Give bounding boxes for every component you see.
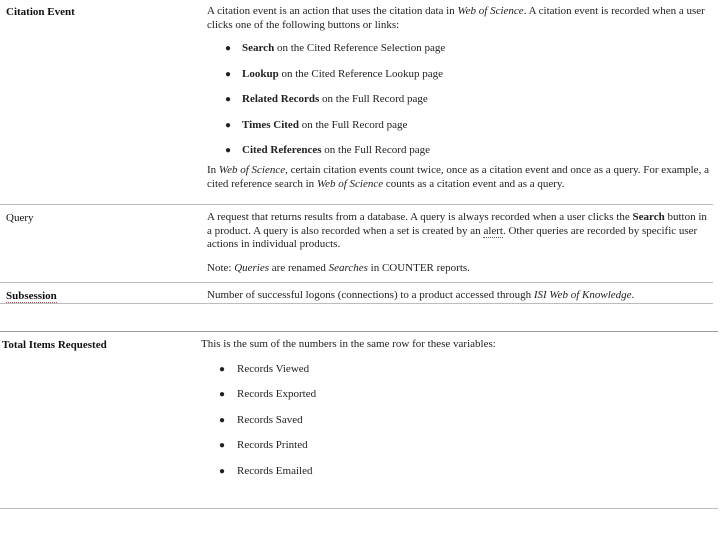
query-note: Note: Queries are renamed Searches in COUNTER reports. <box>207 261 470 274</box>
subsession-definition: Number of successful logons (connections) to a product accessed through ISI Web of Knowledge. <box>207 289 635 301</box>
bullet-icon: ● <box>219 389 226 400</box>
list-item: ● Records Emailed <box>219 464 313 477</box>
list-item: ● Search on the Cited Reference Selection page <box>225 42 446 54</box>
citation-list <box>207 42 713 164</box>
list-item: ● Records Exported <box>219 388 317 400</box>
term-subsession: Subsession <box>6 290 57 302</box>
list-item: ● Cited References on the Full Record page <box>225 144 430 156</box>
row-divider <box>0 282 713 283</box>
bullet-icon: ● <box>219 440 226 451</box>
query-definition: A request that returns results from a database. A query is always recorded when a user clicks the Search button in a product. A query is also recorded when a set is created by an alert. Other queries are recorded by specific user actions in individual products. <box>207 211 707 250</box>
bullet-icon: ● <box>219 414 226 426</box>
definition-citation-event <box>207 5 713 191</box>
bullet-icon: ● <box>225 68 232 80</box>
definition-query <box>207 211 713 275</box>
definition-total-items <box>201 338 713 490</box>
section-divider <box>0 331 718 332</box>
term-query: Query <box>6 212 34 224</box>
bullet-icon: ● <box>225 145 232 156</box>
definition-subsession <box>207 289 713 303</box>
bullet-icon: ● <box>225 94 232 105</box>
list-item: ● Lookup on the Cited Reference Lookup page <box>225 67 444 80</box>
term-citation-event: Citation Event <box>6 6 75 18</box>
term-total-items-requested: Total Items Requested <box>2 339 107 351</box>
citation-note: In Web of Science, certain citation events count twice, once as a citation event and once as a query. For example, a cited reference search in Web of Science counts as a citation event and as a query. <box>207 164 709 190</box>
row-divider <box>0 303 713 304</box>
citation-intro: A citation event is an action that uses the citation data in Web of Science. A citation event is recorded when a user clicks one of the following buttons or links: <box>207 5 705 31</box>
bullet-icon: ● <box>225 43 232 54</box>
row-divider <box>0 204 713 205</box>
bullet-icon: ● <box>219 363 226 375</box>
row-divider <box>0 508 718 509</box>
list-item: ● Records Printed <box>219 439 308 451</box>
list-item: ● Times Cited on the Full Record page <box>225 118 408 131</box>
total-definition: This is the sum of the numbers in the same row for these variables: <box>201 338 496 350</box>
list-item: ● Records Viewed <box>219 362 310 375</box>
list-item: ● Related Records on the Full Record page <box>225 93 428 105</box>
bullet-icon: ● <box>219 465 226 477</box>
alert-link[interactable]: alert <box>483 224 503 237</box>
list-item: ● Records Saved <box>219 413 303 426</box>
total-list <box>201 363 713 491</box>
bullet-icon: ● <box>225 119 232 131</box>
